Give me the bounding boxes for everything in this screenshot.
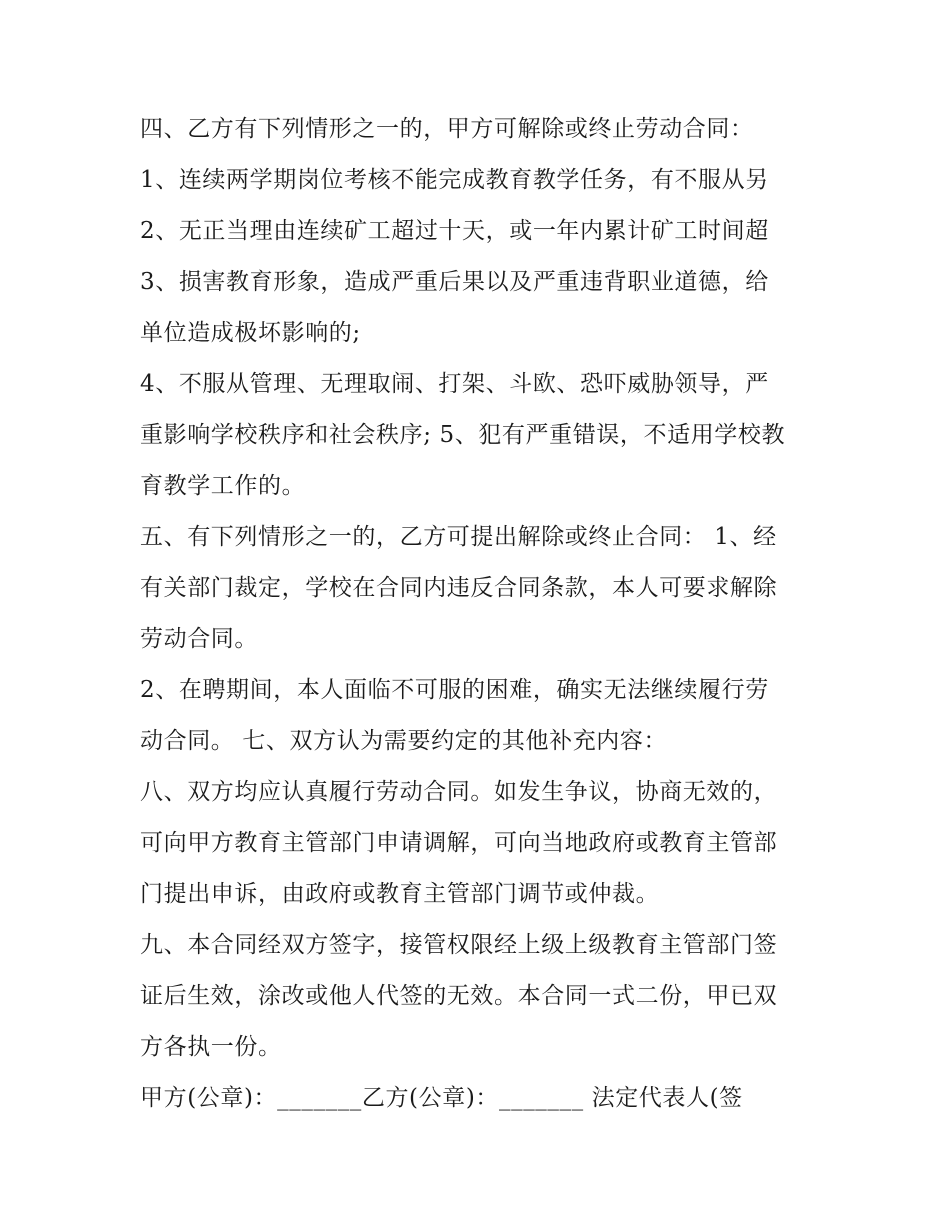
text-line-6: 4、不服从管理、无理取闹、打架、斗欧、恐吓威胁领导，严 <box>140 371 769 397</box>
text-line-3: 2、无正当理由连续矿工超过十天，或一年内累计矿工时间超 <box>140 218 769 244</box>
text-line-17: 九、本合同经双方签字，接管权限经上级上级教育主管部门签 <box>140 932 778 958</box>
text-line-2: 1、连续两学期岗位考核不能完成教育教学任务，有不服从另 <box>140 167 769 193</box>
text-line-15: 可向甲方教育主管部门申请调解，可向当地政府或教育主管部 <box>140 830 778 856</box>
signature-line: 甲方(公章)：_______乙方(公章)：_______ 法定代表人(签 <box>140 1085 743 1111</box>
text-line-11: 劳动合同。 <box>140 626 258 652</box>
text-line-7: 重影响学校秩序和社会秩序; 5、犯有严重错误，不适用学校教 <box>140 422 786 448</box>
text-line-14: 八、双方均应认真履行劳动合同。如发生争议，协商无效的， <box>140 779 778 805</box>
text-line-1: 四、乙方有下列情形之一的，甲方可解除或终止劳动合同： <box>140 116 754 142</box>
text-line-12: 2、在聘期间，本人面临不可服的困难，确实无法继续履行劳 <box>140 677 769 703</box>
text-line-16: 门提出申诉，由政府或教育主管部门调节或仲裁。 <box>140 881 660 907</box>
text-line-4: 3、损害教育形象，造成严重后果以及严重违背职业道德，给 <box>140 269 769 295</box>
text-line-10: 有关部门裁定，学校在合同内违反合同条款，本人可要求解除 <box>140 575 778 601</box>
text-line-19: 方各执一份。 <box>140 1034 282 1060</box>
text-line-8: 育教学工作的。 <box>140 473 306 499</box>
text-line-18: 证后生效，涂改或他人代签的无效。本合同一式二份，甲已双 <box>140 983 778 1009</box>
text-line-5: 单位造成极坏影响的; <box>140 320 361 346</box>
text-line-13: 动合同。 七、双方认为需要约定的其他补充内容： <box>140 728 668 754</box>
text-line-9: 五、有下列情形之一的，乙方可提出解除或终止合同： 1、经 <box>140 524 777 550</box>
document-body <box>140 104 820 1124</box>
